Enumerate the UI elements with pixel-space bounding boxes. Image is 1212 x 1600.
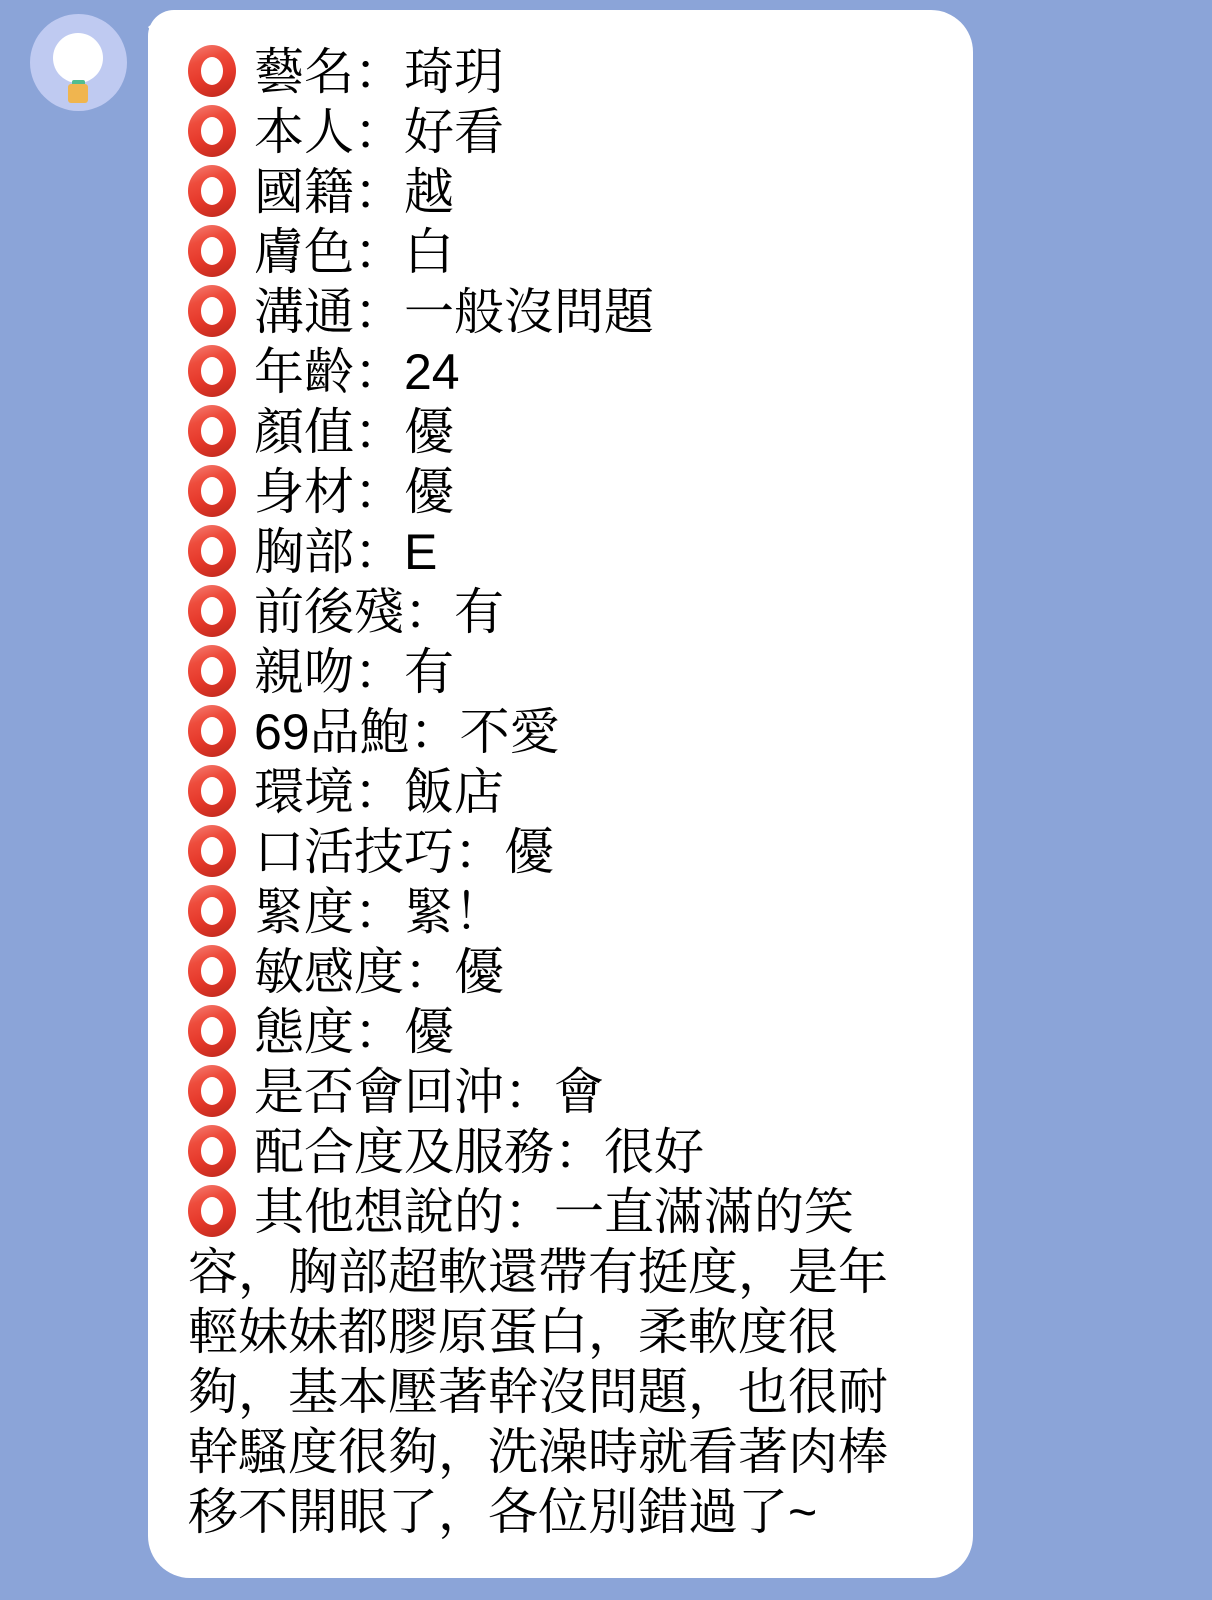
hollow-red-circle-emoji xyxy=(188,885,236,937)
hollow-red-circle-emoji xyxy=(188,45,236,97)
profile-line xyxy=(188,222,900,282)
profile-line-text: 親吻：有 xyxy=(254,644,454,700)
profile-line xyxy=(188,102,900,162)
hollow-red-circle-emoji xyxy=(188,465,236,517)
message-text xyxy=(188,42,900,1542)
profile-line-text: 胸部：E xyxy=(254,524,438,580)
profile-line xyxy=(188,162,900,222)
profile-line xyxy=(188,822,900,882)
hollow-red-circle-emoji xyxy=(188,345,236,397)
hollow-red-circle-emoji xyxy=(188,285,236,337)
hollow-red-circle-emoji xyxy=(188,105,236,157)
hollow-red-circle-emoji xyxy=(188,225,236,277)
hollow-red-circle-emoji xyxy=(188,1005,236,1057)
profile-line xyxy=(188,402,900,462)
profile-line xyxy=(188,1122,900,1182)
profile-line xyxy=(188,642,900,702)
profile-line-text: 敏感度：優 xyxy=(254,944,504,1000)
profile-line-text: 前後殘：有 xyxy=(254,584,504,640)
profile-line xyxy=(188,282,900,342)
profile-line xyxy=(188,762,900,822)
profile-line-text: 膚色：白 xyxy=(254,224,454,280)
profile-line-text: 配合度及服務：很好 xyxy=(254,1124,704,1180)
hollow-red-circle-emoji xyxy=(188,1125,236,1177)
profile-line-text: 其他想說的：一直滿滿的笑容，胸部超軟還帶有挺度，是年輕妹妹都膠原蛋白，柔軟度很夠，基本壓著幹沒問題，也很耐幹騷度很夠，洗澡時就看著肉棒移不開眼了，各位別錯過了~ xyxy=(188,1184,888,1540)
balloon-basket xyxy=(68,84,88,103)
profile-line-text: 顏值：優 xyxy=(254,404,454,460)
profile-line-text: 69品鮑：不愛 xyxy=(254,704,560,760)
balloon-top xyxy=(53,33,103,83)
hollow-red-circle-emoji xyxy=(188,645,236,697)
hollow-red-circle-emoji xyxy=(188,165,236,217)
profile-line-text: 態度：優 xyxy=(254,1004,454,1060)
hollow-red-circle-emoji xyxy=(188,525,236,577)
profile-line-text: 口活技巧：優 xyxy=(254,824,554,880)
profile-line-text: 身材：優 xyxy=(254,464,454,520)
bubble-tail-icon xyxy=(145,10,195,56)
hollow-red-circle-emoji xyxy=(188,585,236,637)
profile-line xyxy=(188,522,900,582)
hollow-red-circle-emoji xyxy=(188,1065,236,1117)
profile-line xyxy=(188,702,900,762)
profile-line-text: 藝名：琦玥 xyxy=(254,44,504,100)
hollow-red-circle-emoji xyxy=(188,945,236,997)
profile-line-text: 溝通：一般沒問題 xyxy=(254,284,654,340)
hollow-red-circle-emoji xyxy=(188,705,236,757)
profile-line-text: 本人：好看 xyxy=(254,104,504,160)
profile-line-text: 環境：飯店 xyxy=(254,764,504,820)
hot-air-balloon-icon xyxy=(30,14,127,111)
profile-line xyxy=(188,942,900,1002)
profile-line-text: 緊度：緊！ xyxy=(254,884,504,940)
hollow-red-circle-emoji xyxy=(188,765,236,817)
profile-line-text: 是否會回沖：會 xyxy=(254,1064,604,1120)
profile-line-text: 年齡：24 xyxy=(254,344,460,400)
profile-line xyxy=(188,882,900,942)
profile-line xyxy=(188,1062,900,1122)
profile-line xyxy=(188,1182,900,1542)
profile-line xyxy=(188,42,900,102)
message-bubble[interactable] xyxy=(148,10,973,1578)
profile-line xyxy=(188,462,900,522)
hollow-red-circle-emoji xyxy=(188,405,236,457)
profile-line-text: 國籍：越 xyxy=(254,164,454,220)
hollow-red-circle-emoji xyxy=(188,1185,236,1237)
profile-line xyxy=(188,342,900,402)
hollow-red-circle-emoji xyxy=(188,825,236,877)
avatar[interactable] xyxy=(30,14,127,111)
profile-line xyxy=(188,582,900,642)
profile-line xyxy=(188,1002,900,1062)
